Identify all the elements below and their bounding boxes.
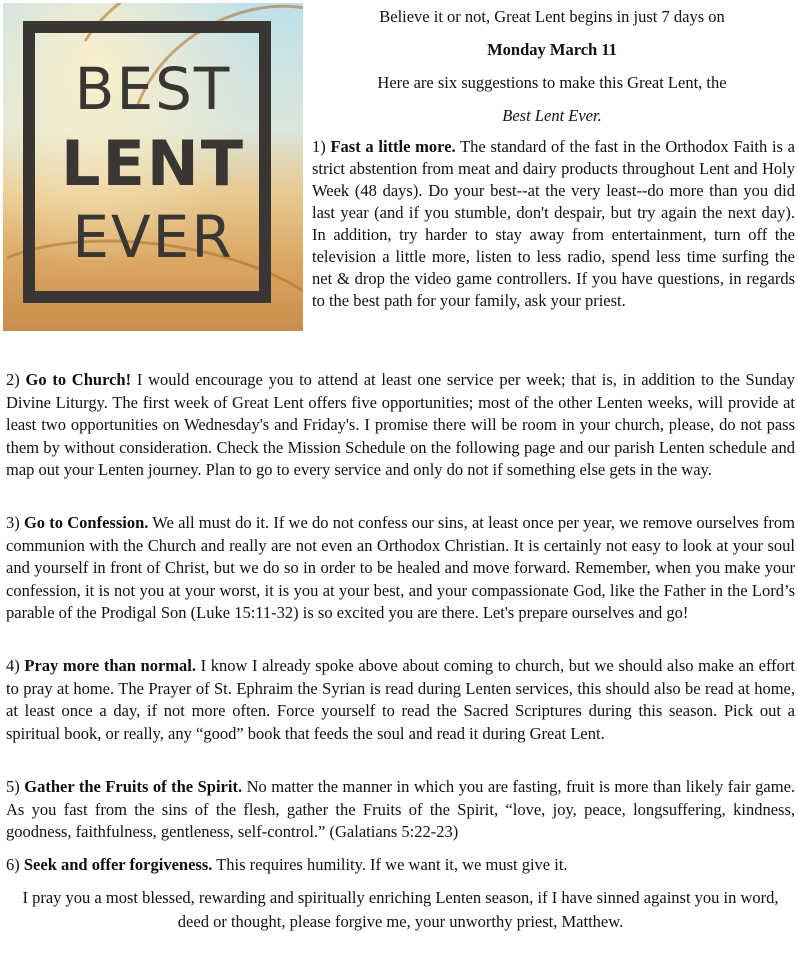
closing-blessing: I pray you a most blessed, rewarding and spiritually enriching Lenten season, if I have sinned against you in word, deed or thought, please forgive me, your unworthy priest, Matthew. xyxy=(22,888,779,931)
suggestion-4 xyxy=(6,655,795,745)
suggestion-3 xyxy=(6,512,795,625)
suggestion-6 xyxy=(6,854,795,877)
suggestion-number: 2) xyxy=(6,370,20,389)
suggestion-text: The standard of the fast in the Orthodox Faith is a strict abstention from meat and dairy products throughout Lent and Holy Week (48 days). Do your best--at the very least--do more than you did last year (and if you stumble, don't despair, but try again the next day). In addition, try harder to stay away from entertainment, turn off the television a little more, listen to less radio, spend less time surfing the net & drop the video game controllers. If you have questions, in regards to the best path for your family, ask your priest. xyxy=(312,137,796,310)
suggestion-text: This requires humility. If we want it, we must give it. xyxy=(216,855,568,874)
suggestion-text: I would encourage you to attend at least one service per week; that is, in addition to the Sunday Divine Liturgy. The first week of Great Lent offers five opportunities; most of the other Lenten weeks, will provide at least two opportunities on Wednesday's and Friday's. I promise there will be room in your church, please, do not pass them by without consideration. Check the Mission Schedule on the following page and our parish Lenten schedule and map out your Lenten journey. Plan to go to every service and only do not if something else gets in the way. xyxy=(6,370,796,479)
logo-word-lent: LENT xyxy=(60,127,246,200)
intro-block xyxy=(312,0,792,132)
intro-line: Believe it or not, Great Lent begins in just 7 days on xyxy=(379,7,725,26)
suggestion-title: Fast a little more. xyxy=(330,137,456,156)
suggestion-number: 3) xyxy=(6,513,20,532)
suggestion-text: I know I already spoke above about coming to church, but we should also make an effort to pray at home. The Prayer of St. Ephraim the Syrian is read during Lenten services, this should also be read at home, at least once a day, if not more often. Force yourself to read the Sacred Scriptures during this season. Pick out a spiritual book, or really, any “good” book that feeds the soul and read it during Great Lent. xyxy=(6,656,795,743)
suggestion-2 xyxy=(6,369,795,482)
intro-tagline: Best Lent Ever. xyxy=(502,106,602,125)
suggestion-number: 4) xyxy=(6,656,20,675)
suggestion-title: Pray more than normal. xyxy=(24,656,196,675)
intro-line: Here are six suggestions to make this Great Lent, the xyxy=(377,73,727,92)
suggestion-number: 5) xyxy=(6,777,20,796)
suggestion-title: Go to Confession. xyxy=(23,513,149,532)
suggestion-text: We all must do it. If we do not confess our sins, at least once per year, we remove ourselves from communion with the Church and really are not even an Orthodox Christian. It is certainly not easy to look at your soul and yourself in front of Christ, but we do so in order to be healed and move forward. Remember, when you make your confession, it is not you at your worst, it is you at your best, and your compassionate God, like the Father in the Lord’s parable of the Prodigal Son (Luke 15:11-32) is so excited you are there. Let's prepare ourselves and go! xyxy=(6,513,795,622)
suggestion-number: 1) xyxy=(312,137,326,156)
suggestion-number: 6) xyxy=(6,855,20,874)
suggestion-5 xyxy=(6,776,795,844)
logo-word-ever: EVER xyxy=(72,203,234,271)
suggestion-text: No matter the manner in which you are fasting, fruit is more than likely fair game. As you fast from the sins of the flesh, gather the Fruits of the Spirit, “love, joy, peace, longsuffering, kindness, goodness, faithfulness, gentleness, self-control.” (Galatians 5:22-23) xyxy=(6,777,796,841)
suggestion-1 xyxy=(312,136,795,312)
logo-word-best: BEST xyxy=(74,55,232,123)
best-lent-ever-logo xyxy=(3,3,303,331)
suggestion-title: Seek and offer forgiveness. xyxy=(23,855,213,874)
lent-start-date: Monday March 11 xyxy=(487,40,617,59)
suggestion-title: Gather the Fruits of the Spirit. xyxy=(24,777,243,796)
suggestion-title: Go to Church! xyxy=(25,370,132,389)
